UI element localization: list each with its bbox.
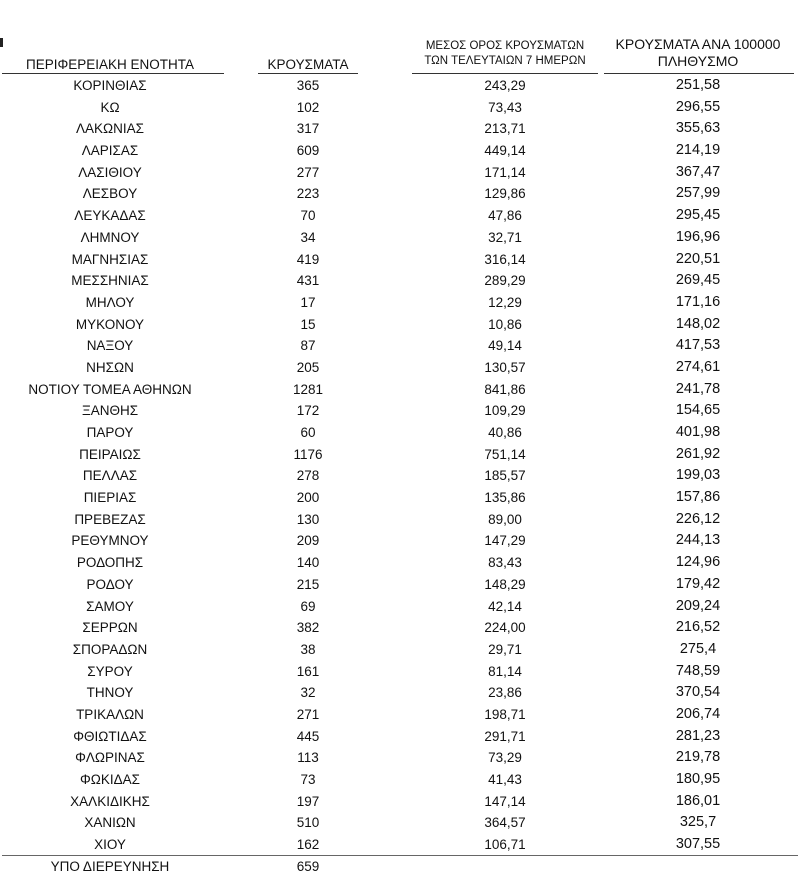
avg7-cell: 89,00	[488, 511, 522, 527]
header-avg7	[405, 39, 605, 69]
cases-cell: 162	[296, 837, 320, 853]
avg7-cell: 73,29	[488, 750, 522, 766]
region-cell: ΛΕΣΒΟΥ	[82, 186, 138, 202]
cases-cell: 382	[296, 620, 320, 636]
avg7-cell: 147,14	[484, 793, 526, 809]
avg7-cell: 106,71	[484, 837, 526, 853]
table-row	[0, 162, 800, 184]
cases-cell: 1176	[293, 446, 323, 462]
per100k-cell: 355,63	[675, 120, 721, 137]
table-row	[0, 574, 800, 596]
region-cell: ΣΕΡΡΩΝ	[82, 620, 138, 636]
region-cell: ΛΗΜΝΟΥ	[80, 229, 140, 245]
header-underline-cases	[258, 73, 358, 74]
avg7-cell: 243,29	[484, 78, 526, 93]
table-row	[0, 704, 800, 726]
cases-cell: 130	[296, 511, 320, 527]
cases-cell: 34	[300, 229, 316, 245]
cases-cell: 161	[296, 663, 320, 679]
region-cell: ΜΗΛΟΥ	[85, 294, 135, 310]
cases-cell: 200	[296, 490, 320, 506]
header-underline-per100k	[604, 73, 794, 74]
avg7-cell: 49,14	[488, 338, 522, 354]
per100k-cell: 295,45	[675, 207, 721, 224]
table-row	[0, 400, 800, 422]
avg7-cell: 47,86	[488, 208, 522, 224]
table-row	[0, 509, 800, 531]
avg7-cell: 29,71	[488, 641, 522, 657]
table-row	[0, 227, 800, 249]
cases-cell: 15	[300, 316, 316, 332]
table-row	[0, 249, 800, 271]
table-row	[0, 444, 800, 466]
table-row	[0, 639, 800, 661]
header-avg7-line2: ΤΩΝ ΤΕΛΕΥΤΑΙΩΝ 7 ΗΜΕΡΩΝ	[424, 55, 586, 67]
cases-cell: 60	[300, 425, 316, 440]
per100k-cell: 244,13	[675, 532, 721, 549]
cases-cell: 271	[296, 706, 320, 722]
table-row	[0, 205, 800, 227]
region-cell: ΠΡΕΒΕΖΑΣ	[74, 511, 146, 527]
cases-cell: 431	[296, 273, 320, 289]
header-cases: ΚΡΟΥΣΜΑΤΑ	[267, 57, 349, 72]
region-cell: ΛΑΡΙΣΑΣ	[81, 143, 139, 159]
per100k-cell: 748,59	[675, 662, 721, 679]
region-cell: ΝΗΣΩΝ	[86, 359, 134, 375]
cases-cell: 419	[296, 251, 320, 267]
header-region: ΠΕΡΙΦΕΡΕΙΑΚΗ ΕΝΟΤΗΤΑ	[25, 57, 195, 72]
table-row	[0, 596, 800, 618]
per100k-cell: 226,12	[675, 510, 721, 527]
region-cell: ΤΡΙΚΑΛΩΝ	[76, 706, 144, 722]
cases-cell: 445	[296, 728, 320, 744]
avg7-cell: 40,86	[488, 425, 522, 440]
per100k-cell: 171,16	[675, 293, 721, 310]
cases-cell: 278	[296, 468, 320, 484]
per100k-cell: 219,78	[675, 749, 721, 766]
region-cell: ΧΑΛΚΙΔΙΚΗΣ	[70, 793, 150, 809]
per100k-cell: 325,7	[679, 814, 717, 831]
avg7-cell: 83,43	[488, 555, 522, 571]
avg7-cell: 81,14	[488, 663, 522, 679]
per100k-cell: 214,19	[675, 142, 721, 159]
avg7-cell: 316,14	[484, 251, 526, 267]
header-avg7-line1: ΜΕΣΟΣ ΟΡΟΣ ΚΡΟΥΣΜΑΤΩΝ	[425, 40, 585, 52]
per100k-cell: 367,47	[675, 163, 721, 180]
per100k-cell: 220,51	[675, 250, 721, 267]
table-row	[0, 661, 800, 683]
avg7-cell: 147,29	[484, 533, 526, 549]
region-cell: ΥΠΟ ΔΙΕΡΕΥΝΗΣΗ	[50, 858, 170, 874]
per100k-cell: 257,99	[675, 185, 721, 202]
table-row	[0, 682, 800, 704]
avg7-cell: 135,86	[484, 490, 526, 506]
avg7-cell: 130,57	[484, 359, 526, 375]
per100k-cell: 199,03	[675, 467, 721, 484]
table-body	[0, 75, 800, 877]
per100k-cell: 417,53	[675, 337, 721, 354]
region-cell: ΝΟΤΙΟΥ ΤΟΜΕΑ ΑΘΗΝΩΝ	[28, 381, 192, 397]
region-cell: ΞΑΝΘΗΣ	[81, 403, 139, 419]
cases-cell: 365	[296, 78, 320, 93]
avg7-cell: 73,43	[488, 99, 522, 115]
cases-cell: 102	[296, 99, 320, 115]
cases-cell: 277	[296, 164, 320, 180]
avg7-cell: 185,57	[484, 468, 526, 484]
avg7-cell: 289,29	[484, 273, 526, 289]
region-cell: ΜΑΓΝΗΣΙΑΣ	[71, 251, 149, 267]
table-row	[0, 379, 800, 401]
region-cell: ΠΕΙΡΑΙΩΣ	[79, 446, 141, 462]
region-cell: ΣΠΟΡΑΔΩΝ	[72, 641, 148, 657]
cases-cell: 209	[296, 533, 320, 549]
per100k-cell: 241,78	[675, 380, 721, 397]
per100k-cell: 124,96	[675, 554, 721, 571]
table-row	[0, 118, 800, 140]
per100k-cell: 274,61	[675, 358, 721, 375]
table-row	[0, 834, 800, 856]
cases-cell: 609	[296, 143, 320, 159]
cases-cell: 73	[300, 772, 316, 787]
region-cell: ΧΙΟΥ	[94, 837, 126, 853]
region-cell: ΚΩ	[100, 99, 120, 115]
region-cell: ΦΛΩΡΙΝΑΣ	[75, 750, 145, 766]
table-row	[0, 812, 800, 834]
avg7-cell: 171,14	[484, 164, 526, 180]
region-cell: ΛΑΣΙΘΙΟΥ	[78, 164, 142, 180]
avg7-cell: 224,00	[484, 620, 526, 636]
cases-cell: 87	[300, 338, 316, 354]
region-cell: ΣΥΡΟΥ	[87, 663, 133, 679]
table-row	[0, 465, 800, 487]
per100k-cell: 269,45	[675, 272, 721, 289]
region-cell: ΚΟΡΙΝΘΙΑΣ	[73, 78, 147, 93]
cases-cell: 38	[300, 641, 316, 657]
avg7-cell: 449,14	[484, 143, 526, 159]
region-cell: ΡΟΔΟΠΗΣ	[76, 555, 144, 571]
avg7-cell: 41,43	[488, 772, 522, 787]
per100k-cell: 206,74	[675, 705, 721, 722]
cases-cell: 113	[297, 750, 319, 766]
region-cell: ΜΥΚΟΝΟΥ	[75, 316, 145, 332]
region-cell: ΧΑΝΙΩΝ	[84, 815, 136, 831]
region-cell: ΛΑΚΩΝΙΑΣ	[76, 121, 144, 137]
cases-cell: 197	[296, 793, 320, 809]
region-cell: ΡΕΘΥΜΝΟΥ	[71, 533, 149, 549]
avg7-cell: 129,86	[484, 186, 526, 202]
table-row	[0, 422, 800, 444]
header-per100k-line2: ΠΛΗΘΥΣΜΟ	[657, 53, 739, 69]
table-row	[0, 292, 800, 314]
header-per100k-line1: ΚΡΟΥΣΜΑΤΑ ΑΝΑ 100000	[615, 36, 781, 52]
avg7-cell: 23,86	[488, 685, 522, 701]
region-cell: ΜΕΣΣΗΝΙΑΣ	[71, 273, 149, 289]
table-row	[0, 791, 800, 813]
region-cell: ΤΗΝΟΥ	[86, 685, 134, 701]
cases-cell: 223	[296, 186, 320, 202]
table-row	[0, 140, 800, 162]
per100k-cell: 307,55	[675, 836, 721, 853]
region-cell: ΠΕΛΛΑΣ	[82, 468, 138, 484]
per100k-cell: 401,98	[675, 424, 721, 440]
table-row	[0, 97, 800, 119]
avg7-cell: 364,57	[484, 815, 526, 831]
table-bottom-rule	[2, 855, 798, 856]
region-cell: ΛΕΥΚΑΔΑΣ	[74, 208, 146, 224]
region-cell: ΦΩΚΙΔΑΣ	[80, 772, 140, 787]
region-cell: ΡΟΔΟΥ	[86, 576, 134, 592]
avg7-cell: 42,14	[488, 598, 522, 614]
table-row	[0, 747, 800, 769]
per100k-cell: 148,02	[675, 315, 721, 332]
avg7-cell: 148,29	[484, 576, 526, 592]
per100k-cell: 296,55	[675, 98, 721, 115]
cases-cell: 215	[296, 576, 320, 592]
table-row	[0, 75, 800, 97]
region-cell: ΣΑΜΟΥ	[86, 598, 134, 614]
header-underline-region	[2, 73, 224, 74]
table-row	[0, 314, 800, 336]
cases-cell: 69	[300, 598, 316, 614]
avg7-cell: 198,71	[484, 706, 526, 722]
region-cell: ΝΑΞΟΥ	[86, 338, 134, 354]
table-row	[0, 726, 800, 748]
per100k-cell: 251,58	[675, 77, 721, 93]
avg7-cell: 32,71	[488, 229, 522, 245]
per100k-cell: 216,52	[675, 619, 721, 636]
avg7-cell: 841,86	[484, 381, 526, 397]
per100k-cell: 275,4	[679, 640, 717, 657]
avg7-cell: 10,86	[488, 316, 522, 332]
region-cell: ΦΘΙΩΤΙΔΑΣ	[73, 728, 147, 744]
table-row	[0, 183, 800, 205]
per100k-cell: 157,86	[675, 489, 721, 506]
cases-cell: 317	[296, 121, 320, 137]
cases-cell: 140	[296, 555, 320, 571]
cases-cell: 205	[296, 359, 320, 375]
region-cell: ΠΙΕΡΙΑΣ	[83, 490, 137, 506]
cases-cell: 17	[300, 294, 316, 310]
cases-cell: 70	[300, 208, 316, 224]
per100k-cell: 281,23	[675, 727, 721, 744]
table-row	[0, 530, 800, 552]
cases-cell: 32	[300, 685, 316, 701]
avg7-cell: 12,29	[488, 294, 522, 310]
avg7-cell: 291,71	[484, 728, 526, 744]
per100k-cell: 370,54	[675, 684, 721, 701]
per100k-cell: 179,42	[675, 575, 721, 592]
per100k-cell: 261,92	[675, 445, 721, 462]
table-row	[0, 270, 800, 292]
header-underline-avg7	[412, 73, 598, 74]
table-header	[0, 30, 800, 76]
per100k-cell: 186,01	[675, 792, 721, 809]
table-row	[0, 617, 800, 639]
avg7-cell: 109,29	[484, 403, 526, 419]
per100k-cell: 180,95	[675, 771, 721, 787]
table-row	[0, 357, 800, 379]
cases-cell: 1281	[292, 381, 324, 397]
table-row	[0, 335, 800, 357]
avg7-cell: 751,14	[484, 446, 526, 462]
avg7-cell: 213,71	[484, 121, 526, 137]
table-row	[0, 769, 800, 791]
table-row	[0, 487, 800, 509]
table-row	[0, 552, 800, 574]
region-cell: ΠΑΡΟΥ	[86, 425, 134, 440]
per100k-cell: 196,96	[675, 228, 721, 245]
cases-cell: 659	[296, 858, 320, 874]
cases-cell: 510	[296, 815, 320, 831]
per100k-cell: 154,65	[675, 402, 721, 419]
header-per100k	[598, 36, 798, 70]
cases-cell: 172	[296, 403, 320, 419]
per100k-cell: 209,24	[675, 597, 721, 614]
